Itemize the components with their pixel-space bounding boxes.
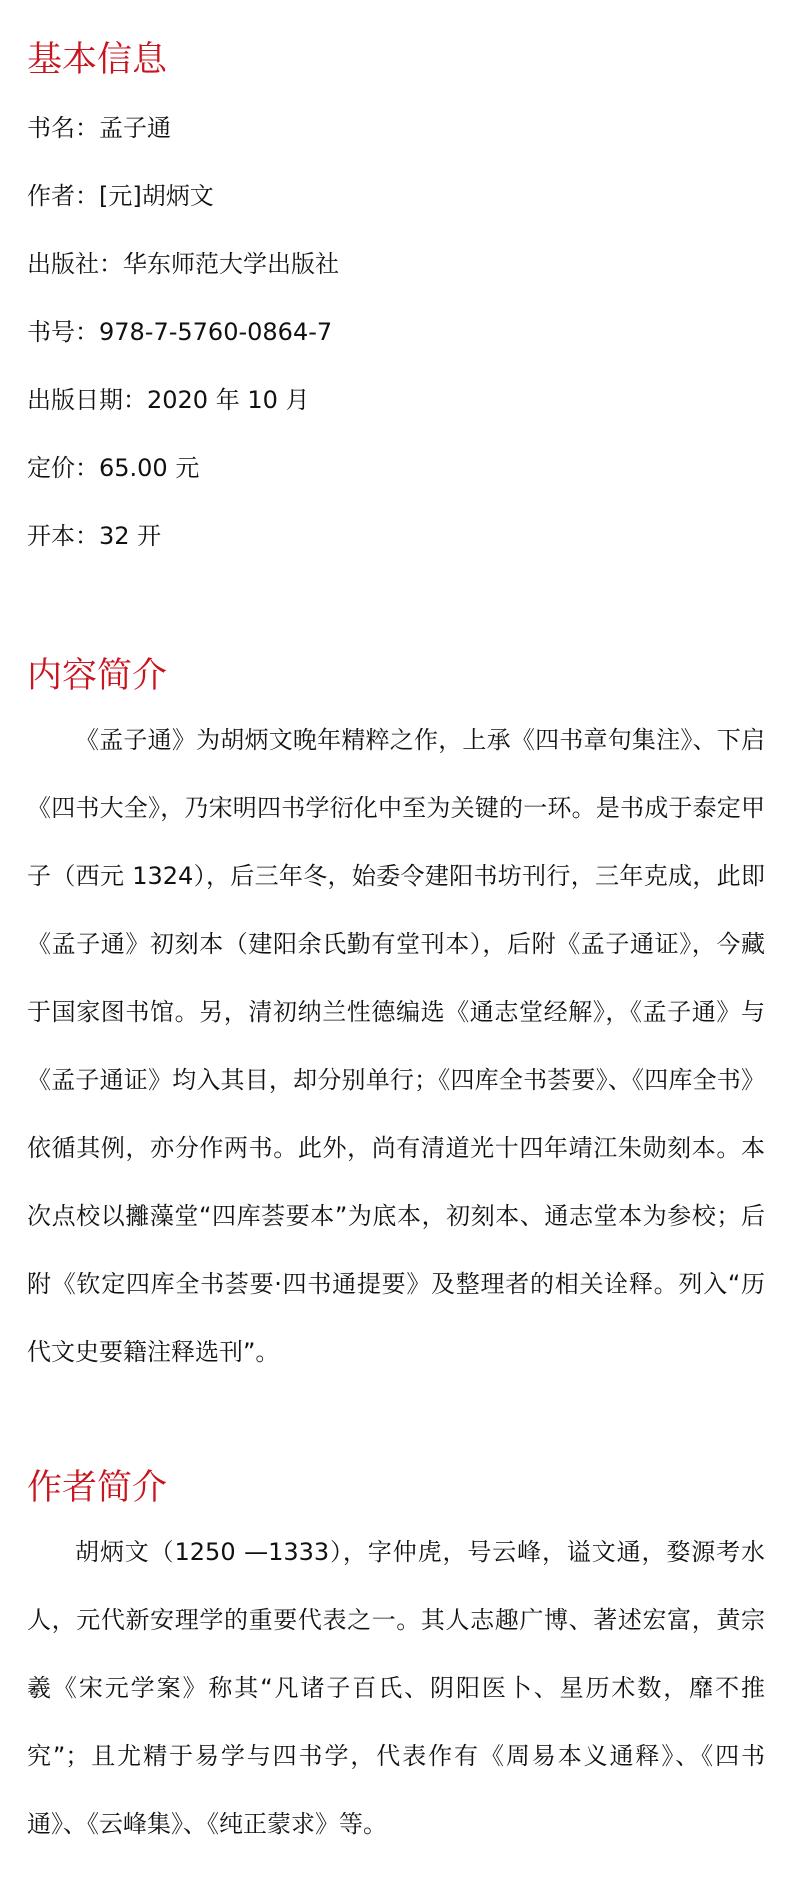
price-line: 定价：65.00 元	[27, 454, 200, 482]
book-title-line: 书名：孟子通	[27, 114, 171, 142]
isbn-line: 书号：978-7-5760-0864-7	[27, 318, 333, 346]
author-line: 作者：[元]胡炳文	[27, 182, 214, 210]
content-summary-heading: 内容简介	[27, 656, 168, 696]
basic-info-list	[27, 111, 765, 587]
author-bio-heading: 作者简介	[27, 1468, 168, 1508]
basic-info-heading: 基本信息	[27, 40, 168, 80]
format-line: 开本：32 开	[27, 522, 162, 550]
publisher-line: 出版社：华东师范大学出版社	[27, 250, 339, 278]
author-bio-text: 胡炳文（1250 —1333），字仲虎，号云峰，谥文通，婺源考水人，元代新安理学的重要代表之一。其人志趣广博、著述宏富，黄宗羲《宋元学案》称其“凡诸子百氏、阴阳医卜、星历术数，靡不推究”；且尤精于易学与四书学，代表作有《周易本义通释》、《四书通》、《云峰集》、《纯正蒙求》等。	[27, 1538, 765, 1838]
content-summary-text: 《孟子通》为胡炳文晚年精粹之作，上承《四书章句集注》、下启《四书大全》，乃宋明四书学衍化中至为关键的一环。是书成于泰定甲子（西元 1324），后三年冬，始委令建阳书坊刊行，三年克成，此即《孟子通》初刻本（建阳余氏勤有堂刊本），后附《孟子通证》，今藏于国家图书馆。另，清初纳兰性德编选《通志堂经解》，《孟子通》与《孟子通证》均入其目，却分别单行；《四库全书荟要》、《四库全书》依循其例，亦分作两书。此外，尚有清道光十四年靖江朱勋刻本。本次点校以攡藻堂“四库荟要本”为底本，初刻本、通志堂本为参校；后附《钦定四库全书荟要·四书通提要》及整理者的相关诠释。列入“历代文史要籍注释选刊”。	[27, 726, 765, 1366]
publish-date-line: 出版日期：2020 年 10 月	[27, 386, 310, 414]
